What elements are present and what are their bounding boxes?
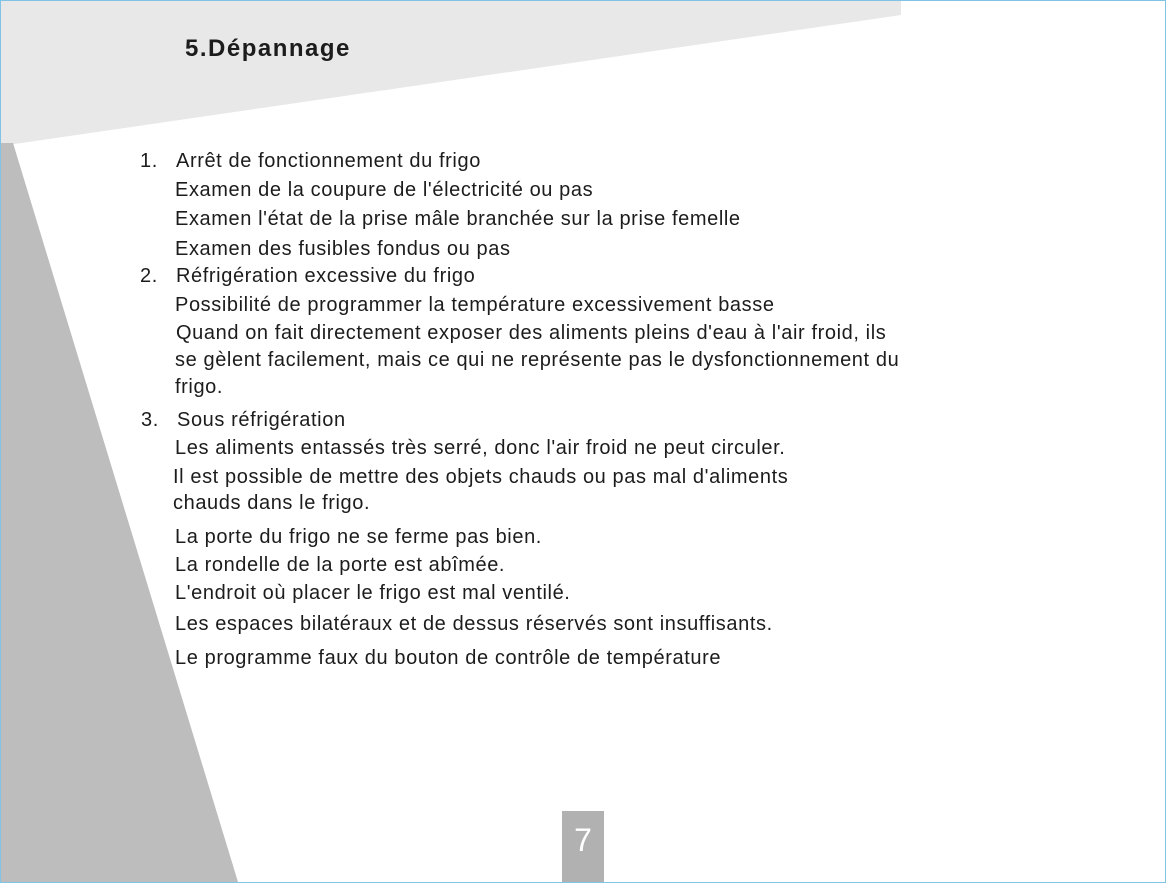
section-2-number: 2. [140, 265, 158, 287]
section-1-heading-text: Arrêt de fonctionnement du frigo [176, 150, 481, 172]
section-1-number: 1. [140, 150, 158, 172]
section-1-line: Examen de la coupure de l'électricité ou pas [175, 179, 594, 201]
section-3-line: chauds dans le frigo. [173, 492, 371, 514]
section-3-heading [141, 408, 346, 432]
section-2-line: Possibilité de programmer la température excessivement basse [175, 294, 775, 316]
section-2-line: Quand on fait directement exposer des aliments pleins d'eau à l'air froid, ils [176, 322, 887, 344]
section-2-line: se gèlent facilement, mais ce qui ne représente pas le dysfonctionnement du [175, 349, 900, 371]
section-3-heading-text: Sous réfrigération [177, 409, 346, 431]
section-3-line: Il est possible de mettre des objets chauds ou pas mal d'aliments [173, 466, 789, 488]
section-3-line: Les aliments entassés très serré, donc l'air froid ne peut circuler. [175, 437, 786, 459]
section-2-heading [140, 264, 476, 288]
section-1-heading [140, 149, 481, 173]
section-3-line: Le programme faux du bouton de contrôle de température [175, 647, 722, 669]
section-3-line: Les espaces bilatéraux et de dessus réservés sont insuffisants. [175, 613, 773, 635]
page-number: 7 [562, 811, 604, 883]
section-2-line: frigo. [175, 376, 224, 398]
section-3-line: L'endroit où placer le frigo est mal ventilé. [175, 582, 571, 604]
section-3-line: La rondelle de la porte est abîmée. [175, 554, 506, 576]
section-1-line: Examen l'état de la prise mâle branchée sur la prise femelle [175, 208, 741, 230]
section-2-heading-text: Réfrigération excessive du frigo [176, 265, 476, 287]
page-title: 5.Dépannage [185, 35, 351, 62]
header-band [1, 1, 901, 146]
section-3-number: 3. [141, 409, 159, 431]
section-3-line: La porte du frigo ne se ferme pas bien. [175, 526, 542, 548]
section-1-line: Examen des fusibles fondus ou pas [175, 238, 511, 260]
